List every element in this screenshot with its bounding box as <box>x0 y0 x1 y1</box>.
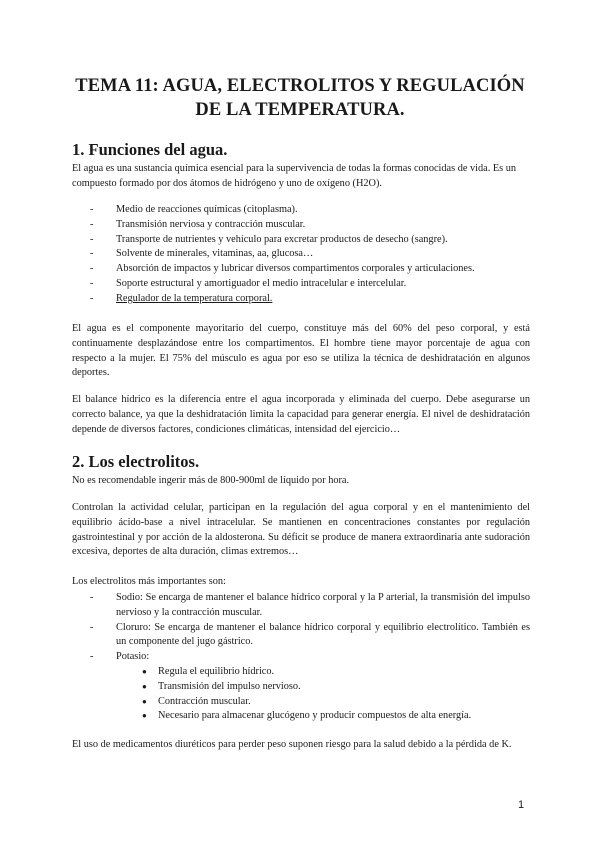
list-item: - Medio de reacciones químicas (citoplasma). <box>72 203 532 218</box>
section-2-paragraph-1: Controlan la actividad celular, participan en la regulación del agua corporal y en el mantenimiento del equilibrio ácido-base a nivel intracelular. Se mantienen en concentraciones constantes por regulación gastrointestinal y por acción de la aldosterona. Su déficit se produce de manera extraordinaria ante sudoración excesiva, deportes de alta duración, climas extremos… <box>72 502 530 558</box>
section-1-intro: El agua es una sustancia química esencial para la supervivencia de todas la formas conocidas de vida. Es un compuesto formado por dos átomos de hidrógeno y uno de oxígeno (H2O). <box>72 163 517 189</box>
section-1-heading: 1. Funciones del agua. <box>72 140 228 159</box>
list-item-sodio: - Sodio: Se encarga de mantener el balance hídrico corporal y la P arterial, la transmisión del impulso nervioso y la contracción muscular. <box>72 591 530 621</box>
list-item: - Transporte de nutrientes y vehículo para excretar productos de desecho (sangre). <box>72 233 532 248</box>
electrolytes-list-intro: Los electrolitos más importantes son: <box>72 576 226 587</box>
list-item: ● Regula el equilibrio hídrico. <box>116 665 530 680</box>
section-2-note: No es recomendable ingerir más de 800-900ml de líquido por hora. <box>72 475 350 486</box>
list-item <box>72 292 532 307</box>
potasio-sublist <box>116 665 530 724</box>
potasio-label: Potasio: <box>116 651 150 663</box>
list-item: ● Contracción muscular. <box>116 695 530 710</box>
list-item-cloruro: - Cloruro: Se encarga de mantener el balance hídrico corporal y equilibrio electrolítico. También es un componente del jugo gástrico. <box>72 621 530 651</box>
title-line-2: DE LA TEMPERATURA. <box>195 100 405 120</box>
list-item-potasio <box>72 650 530 724</box>
list-item: ● Transmisión del impulso nervioso. <box>116 680 530 695</box>
section-2-heading: 2. Los electrolitos. <box>72 452 200 471</box>
section-1-paragraph-2: El agua es el componente mayoritario del cuerpo, constituye más del 60% del peso corporal, y está continuamente desplazándose entre los compartimentos. El hombre tiene mayor porcentaje de agua con respecto a la mujer. El 75% del músculo es agua por eso se utiliza la técnica de deshidratación en algunos deportes. <box>72 323 530 379</box>
list-item: - Solvente de minerales, vitaminas, aa, glucosa… <box>72 247 532 262</box>
water-functions-list <box>72 203 532 307</box>
underlined-text: Regulador de la temperatura corporal. <box>116 292 273 304</box>
page-title <box>60 74 540 122</box>
list-item: - Soporte estructural y amortiguador el medio intracelular e intercelular. <box>72 277 532 292</box>
section-1-paragraph-3: El balance hídrico es la diferencia entre el agua incorporada y eliminada del cuerpo. Debe asegurarse un correcto balance, ya que la deshidratación limita la capacidad para generar energía. El nivel de deshidratación depende de diversos factores, condiciones climáticas, intensidad del ejercicio… <box>72 394 530 435</box>
list-item: - Transmisión nerviosa y contracción muscular. <box>72 218 532 233</box>
list-item: ● Necesario para almacenar glucógeno y producir compuestos de alta energía. <box>116 709 530 724</box>
page-number: 1 <box>518 799 525 811</box>
title-line-1: TEMA 11: AGUA, ELECTROLITOS Y REGULACIÓN <box>75 76 525 96</box>
list-item: - Absorción de impactos y lubricar diversos compartimentos corporales y articulaciones. <box>72 262 532 277</box>
section-2-closing: El uso de medicamentos diuréticos para perder peso suponen riesgo para la salud debido a la pérdida de K. <box>72 739 512 750</box>
electrolytes-list <box>72 591 530 724</box>
